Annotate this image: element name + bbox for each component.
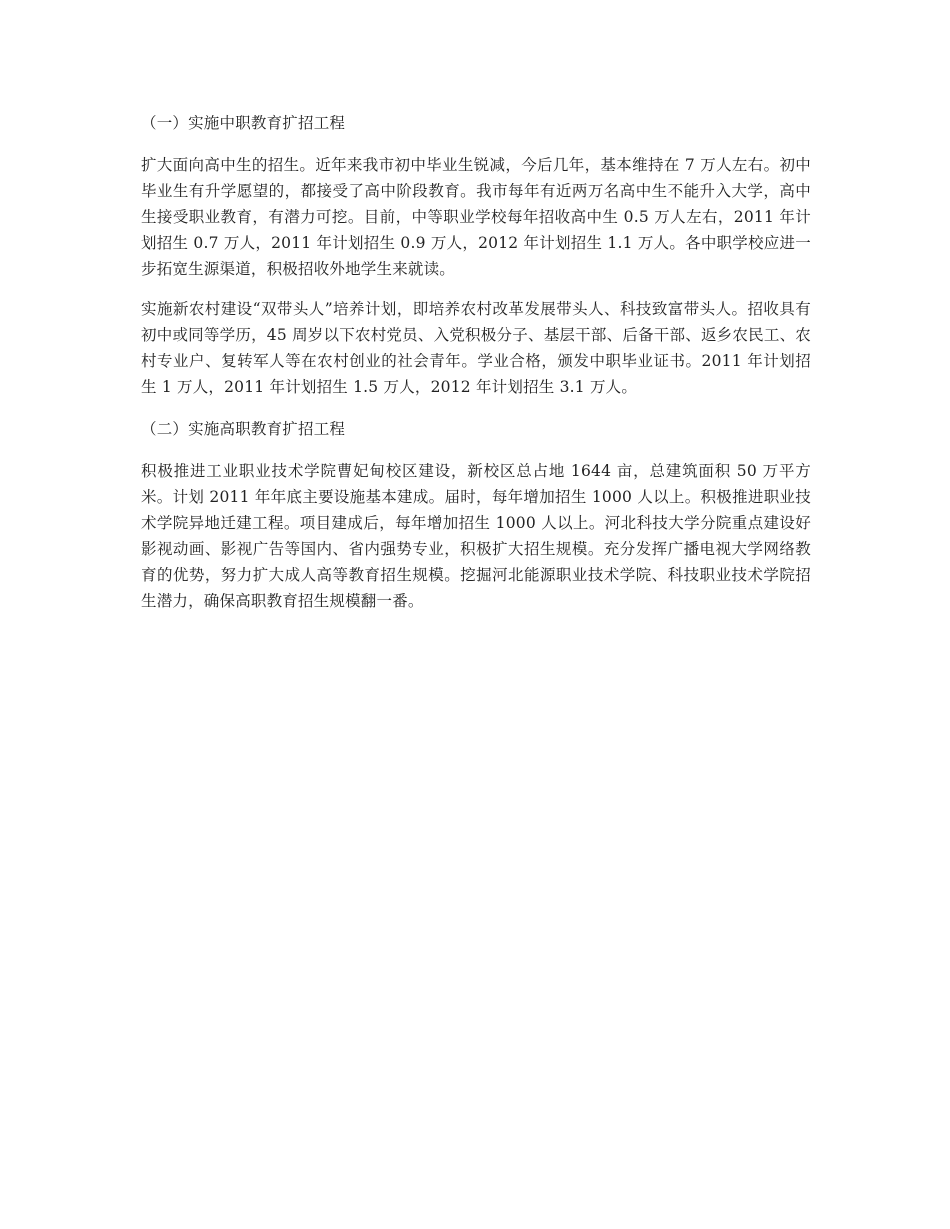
paragraph-3: 积极推进工业职业技术学院曹妃甸校区建设，新校区总占地 1644 亩，总建筑面积 50 万平方米。计划 2011 年年底主要设施基本建成。届时，每年增加招生 1000 人以上。积极推进职业技术学院异地迁建工程。项目建成后，每年增加招生 1000 人以上。河北科技大学分院重点建设好影视动画、影视广告等国内、省内强势专业，积极扩大招生规模。充分发挥广播电视大学网络教育的优势，努力扩大成人高等教育招生规模。挖掘河北能源职业技术学院、科技职业技术学院招生潜力，确保高职教育招生规模翻一番。 (141, 462, 811, 610)
paragraph-2: 实施新农村建设“双带头人”培养计划，即培养农村改革发展带头人、科技致富带头人。招收具有初中或同等学历，45 周岁以下农村党员、入党积极分子、基层干部、后备干部、返乡农民工、农村专业户、复转军人等在农村创业的社会青年。学业合格，颁发中职毕业证书。2011 年计划招生 1 万人，2011 年计划招生 1.5 万人，2012 年计划招生 3.1 万人。 (141, 300, 811, 396)
document-body (141, 108, 811, 628)
section-heading-1: （一）实施中职教育扩招工程 (141, 114, 346, 132)
section-heading-2: （二）实施高职教育扩招工程 (141, 420, 346, 438)
paragraph-1: 扩大面向高中生的招生。近年来我市初中毕业生锐减，今后几年，基本维持在 7 万人左右。初中毕业生有升学愿望的，都接受了高中阶段教育。我市每年有近两万名高中生不能升入大学，高中生接受职业教育，有潜力可挖。目前，中等职业学校每年招收高中生 0.5 万人左右，2011 年计划招生 0.7 万人，2011 年计划招生 0.9 万人，2012 年计划招生 1.1 万人。各中职学校应进一步拓宽生源渠道，积极招收外地学生来就读。 (141, 156, 811, 278)
